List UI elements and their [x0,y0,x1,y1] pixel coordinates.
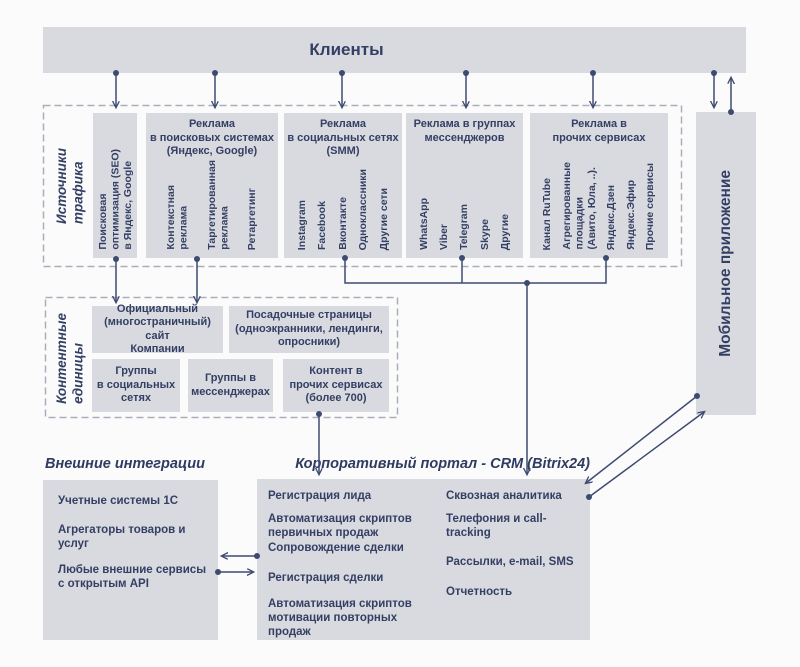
other-services-item: Прочие сервисы [644,162,657,250]
other-services-item: Канал RuTube [541,177,554,250]
external-integrations-title: Внешние интеграции [45,456,206,472]
messenger-ads-box [406,113,523,258]
connector-bus [345,258,606,283]
external-item: Любые внешние сервисы с открытым API [58,564,207,590]
messenger-item: Viber [438,223,450,250]
crm-item: Телефония и call-tracking [446,513,547,539]
crm-item: Регистрация лида [268,490,372,502]
content-box-landing-pages: Посадочные страницы (одноэкранники, лендинги, опросники) [229,306,389,353]
arrow-crm-to-mobile [589,412,704,497]
arrow-mobile-to-crm [586,396,697,483]
seo-column-label: Поисковая оптимизация (SEO) в Яндекс, Google [97,149,134,250]
content-box-other-services-content: Контент в прочих сервисах (более 700) [283,359,389,412]
search-ads-item: Таргетированная реклама [205,160,231,250]
external-item: Учетные системы 1С [58,495,179,507]
smm-item: Другие сети [377,187,390,250]
content-units-label-text: Контентные единицы [53,312,85,404]
smm-item: Instagram [295,199,308,250]
traffic-sources-label-text: Источники трафика [53,147,85,224]
smm-item: Вконтакте [336,197,349,250]
clients-bar-label: Клиенты [309,40,384,59]
crm-item: Регистрация сделки [268,572,384,584]
content-box-official-site: Официальный (многостраничный) сайт Компании [92,306,223,353]
search-ads-item: Контекстная реклама [165,185,190,250]
mobile-app-label: Мобильное приложение [717,170,734,357]
crm-item: Отчетность [446,586,513,598]
smm-ads-title: Реклама в социальных сетях (SMM) [287,118,399,157]
mobile-app-bar [696,112,756,415]
other-services-ads-box [530,113,668,258]
crm-item: Сопровождение сделки [268,542,404,554]
messenger-item: Другие [498,213,511,250]
other-services-ads-title: Реклама в прочих сервисах [552,118,646,144]
messenger-ads-title: Реклама в группах мессенджеров [413,118,516,144]
crm-item: Рассылки, e-mail, SMS [446,556,574,568]
traffic-sources-label [47,113,93,258]
messenger-item: Skype [478,219,491,250]
content-box-social-groups: Группы в социальных сетях [92,359,180,412]
search-ads-box [146,113,278,258]
content-box-messenger-groups: Группы в мессенджерах [188,359,273,412]
crm-left-column [268,489,440,639]
other-services-item: Яндекс.Эфир [624,180,637,250]
smm-item: Facebook [316,200,329,250]
crm-right-column [446,489,588,599]
search-ads-title: Реклама в поисковых системах (Яндекс, Google) [149,118,275,157]
smm-item: Одноклассники [357,168,370,250]
seo-column [93,113,137,258]
clients-bar [43,27,746,73]
crm-item: Автоматизация скриптов первичных продаж [268,513,412,539]
smm-ads-box [284,113,402,258]
search-ads-item: Ретаргетинг [246,187,259,250]
messenger-item: WhatsApp [417,198,430,250]
crm-item: Сквозная аналитика [446,490,562,502]
external-item: Агрегаторы товаров и услуг [58,524,186,550]
crm-title: Корпоративный портал - CRM (Bitrix24) [295,456,590,472]
content-units-label [47,302,93,414]
other-services-item: Яндекс.Дзен [605,184,618,250]
messenger-item: Telegram [458,204,471,250]
other-services-item: Агрегированные площадки (Авито, Юла, ..). [560,162,598,250]
crm-item: Автоматизация скриптов мотивации повторных продаж [268,598,412,638]
external-integrations-box [43,480,218,640]
